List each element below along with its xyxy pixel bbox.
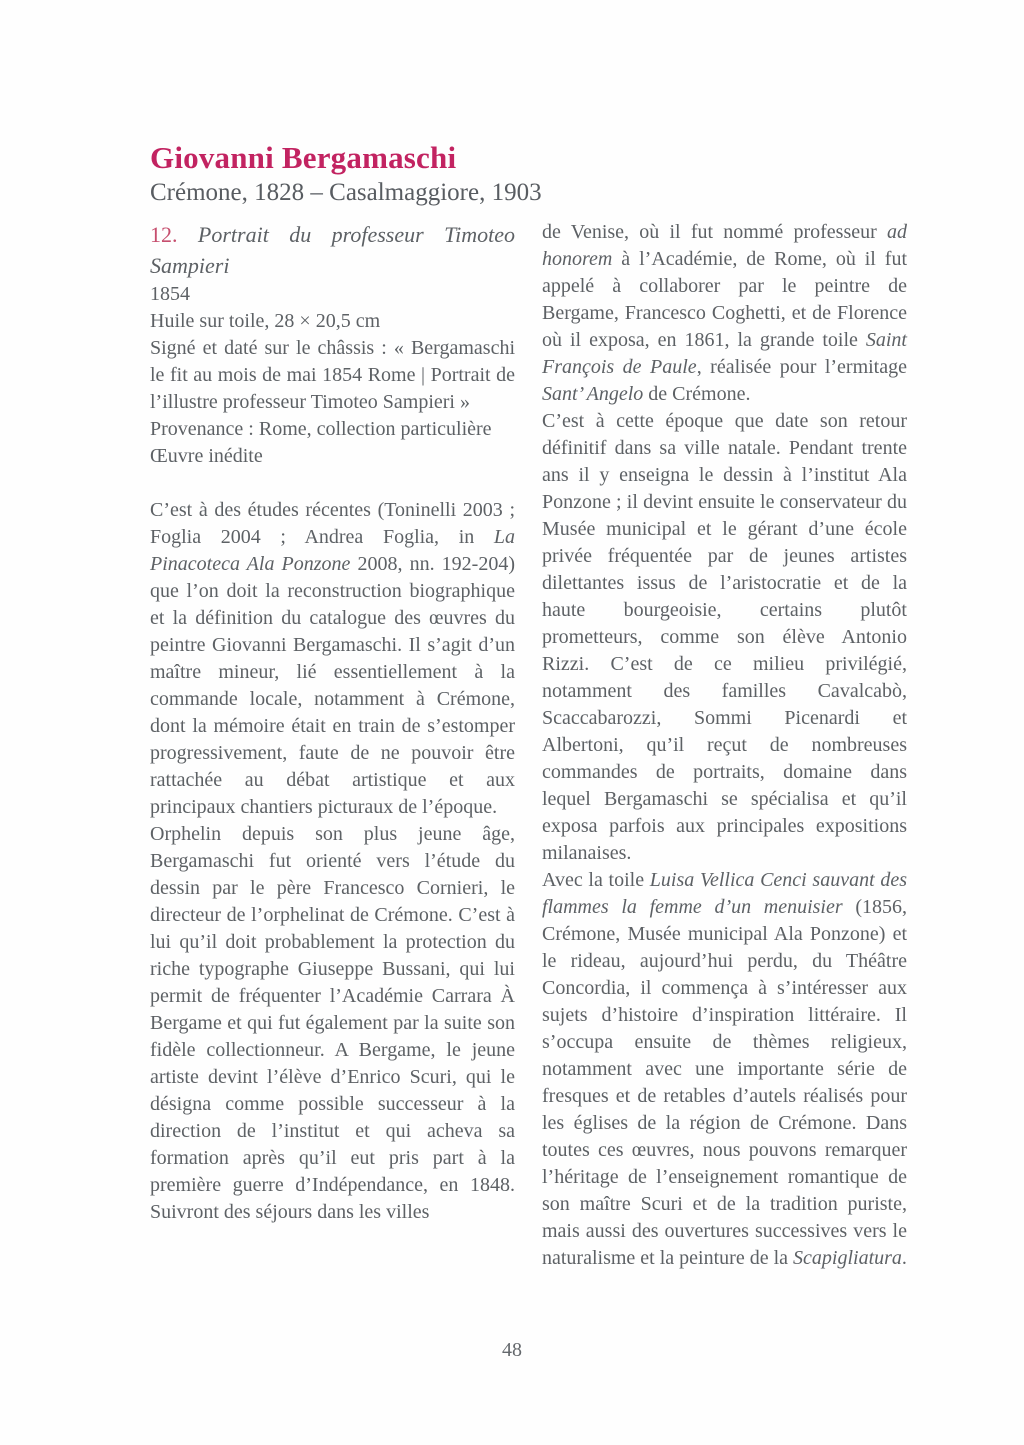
latin-phrase: ad honorem xyxy=(542,221,907,270)
page-number: 48 xyxy=(502,1339,522,1361)
essay-text: C’est à des études récentes (Toninelli 2003 ; Foglia 2004 ; Andrea Foglia, in xyxy=(150,499,515,548)
essay-text: de Venise, où il fut nommé professeur xyxy=(542,221,887,243)
essay-text: à l’Académie, de Rome, où il fut appelé à collaborer par le peintre de Bergame, Francesco Coghetti, et de Florence où il exposa, en 1861, la grande toile xyxy=(542,248,907,351)
essay-paragraph-2: Orphelin depuis son plus jeune âge, Bergamaschi fut orienté vers l’étude du dessin par le père Francesco Cornieri, le directeur de l’orphelinat de Crémone. C’est à lui qu’il doit probablement la protection du riche typographe Giuseppe Bussani, qui lui permit de fréquenter l’Académie Carrara À Bergame et qui fut également par la suite son fidèle collectionneur. A Bergame, le jeune artiste devint l’élève d’Enrico Scuri, qui le désigna comme possible successeur à la direction de l’institut et qui acheva sa formation après qu’il eut pris part à la première guerre d’Indépendance, en 1848. Suivront des séjours dans les villes xyxy=(150,823,515,1223)
catalog-medium: Huile sur toile, 28 × 20,5 cm xyxy=(150,310,381,332)
left-column xyxy=(150,219,515,1272)
catalog-work-title: Portrait du professeur Timoteo Sampieri xyxy=(150,222,515,278)
catalog-year: 1854 xyxy=(150,283,190,305)
essay-text: . xyxy=(901,1247,907,1269)
text-columns xyxy=(150,219,907,1272)
essay-text: 2008, nn. 192-204) que l’on doit la reconstruction biographique et la définition du catalogue des œuvres du peintre Giovanni Bergamaschi. Il s’agit d’un maître mineur, lié essentiellement à la commande locale, notamment à Crémone, dont la mémoire était en train de s’estomper progressivement, faute de ne pouvoir être rattachée au débat artistique et aux principaux chantiers picturaux de l’époque. xyxy=(150,553,515,818)
essay-paragraph-5 xyxy=(542,867,907,1272)
catalog-status: Œuvre inédite xyxy=(150,445,263,467)
place-name-reference: Sant’ Angelo xyxy=(542,383,644,405)
artist-name-title: Giovanni Bergamaschi xyxy=(150,140,457,175)
catalog-number: 12. xyxy=(150,222,178,247)
artwork-title-reference: Luisa Vellica Cenci sauvant des flammes la femme d’un menuisier xyxy=(542,869,907,918)
essay-paragraph-3 xyxy=(542,219,907,408)
essay-paragraph-1 xyxy=(150,497,515,821)
book-title-reference: La Pinacoteca Ala Ponzone xyxy=(150,526,515,575)
artwork-title-reference: Saint François de Paule xyxy=(542,329,907,378)
catalog-inscription: Signé et daté sur le châssis : « Bergamaschi le fit au mois de mai 1854 Rome | Portrait de l’illustre professeur Timoteo Sampieri » xyxy=(150,337,515,413)
essay-text: Avec la toile xyxy=(542,869,650,891)
essay-paragraph-4: C’est à cette époque que date son retour définitif dans sa ville natale. Pendant trente ans il y enseigna le dessin à l’institut Ala Ponzone ; il devint ensuite le conservateur du Musée municipal et le gérant d’une école privée fréquentée par de jeunes artistes dilettantes issus de l’aristocratie et de la haute bourgeoisie, certains plutôt prometteurs, comme son élève Antonio Rizzi. C’est de ce milieu privilégié, notamment des familles Cavalcabò, Scaccabarozzi, Sommi Picenardi et Albertoni, qu’il reçut de nombreuses commandes de portraits, domaine dans lequel Bergamaschi se spécialisa et qu’il exposa parfois aux principales expositions milanaises. xyxy=(542,410,907,864)
right-column xyxy=(542,219,907,1272)
artist-dates: Crémone, 1828 – Casalmaggiore, 1903 xyxy=(150,179,542,206)
catalog-entry-title xyxy=(150,219,515,281)
artist-header xyxy=(150,139,910,209)
catalog-provenance: Provenance : Rome, collection particulière xyxy=(150,418,492,440)
essay-text: de Crémone. xyxy=(643,383,751,405)
essay-text: , réalisée pour l’ermitage xyxy=(696,356,907,378)
movement-name-reference: Scapigliatura xyxy=(793,1247,902,1269)
essay-text: (1856, Crémone, Musée municipal Ala Ponzone) et le rideau, aujourd’hui perdu, du Théâtre Concordia, il commença à s’intéresser aux sujets d’histoire d’inspiration littéraire. Il s’occupa ensuite de thèmes religieux, notamment avec une importante série de fresques et de retables d’autels réalisés pour les églises de la région de Crémone. Dans toutes ces œuvres, nous pouvons remarquer l’héritage de l’enseignement romantique de son maître Scuri et de la tradition puriste, mais aussi des ouvertures successives vers le naturalisme et la peinture de la xyxy=(542,896,907,1269)
